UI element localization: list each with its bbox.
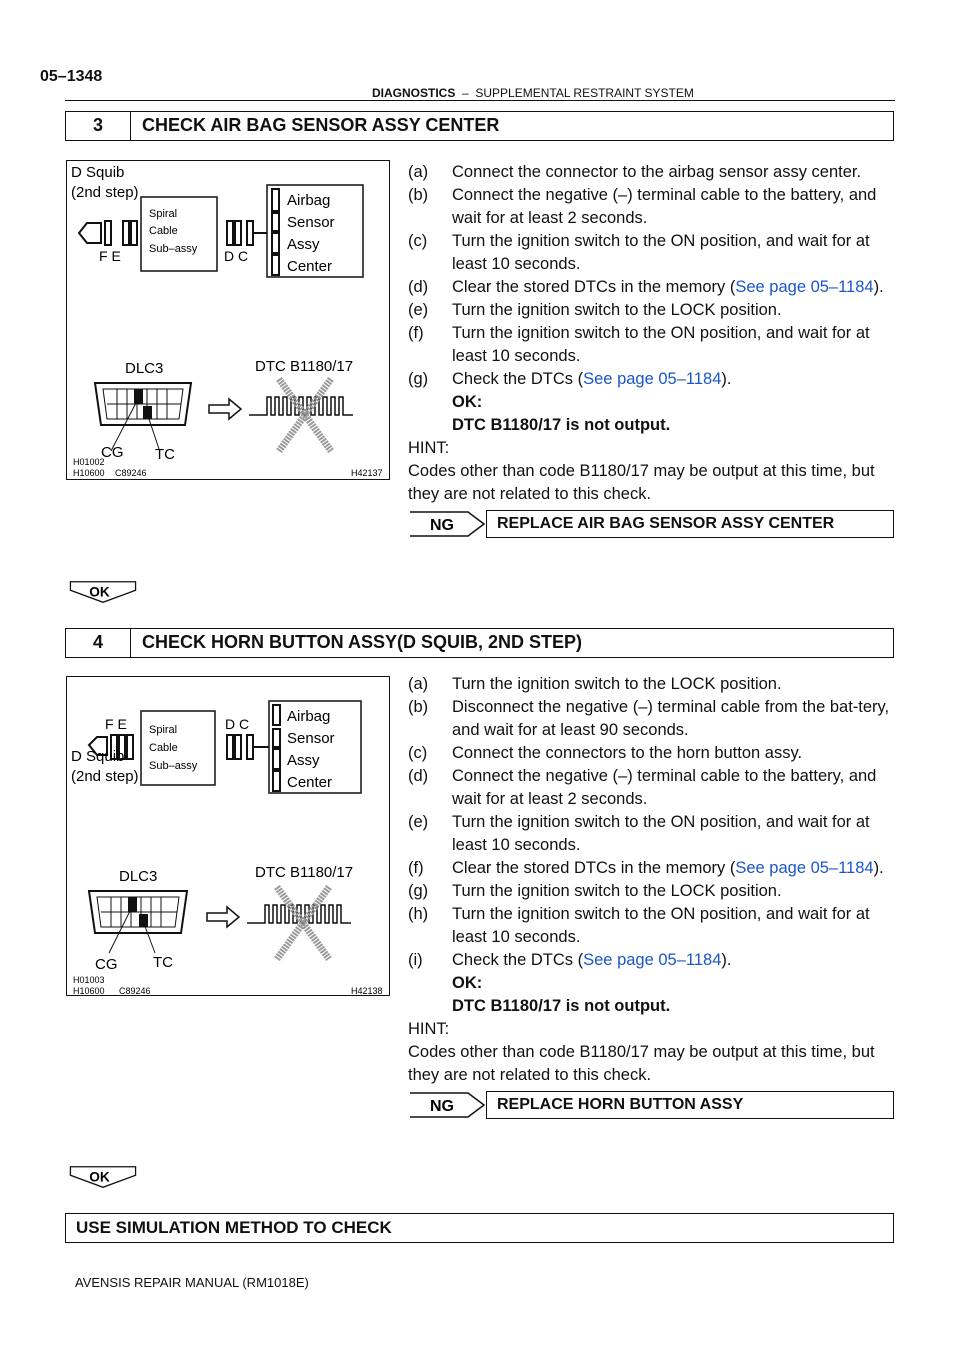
airbag-label-2: Sensor [287, 214, 335, 231]
instruction-text: Connect the connector to the airbag sensor assy center. [452, 163, 862, 181]
step-4-title: CHECK HORN BUTTON ASSY(D SQUIB, 2ND STEP) [142, 632, 583, 652]
header-separator: – [462, 86, 469, 100]
figure-id: H42137 [351, 468, 383, 478]
figure-code-c: C89246 [119, 986, 151, 996]
spiral-label-1: Spiral [149, 208, 178, 220]
footer-manual-title: AVENSIS REPAIR MANUAL (RM1018E) [75, 1275, 309, 1290]
ok-tag-1-label: OK [89, 584, 110, 600]
squib-label: D Squib [71, 748, 125, 765]
ok-tag-1[interactable] [64, 580, 142, 604]
cg-label: CG [101, 444, 124, 461]
instruction-text: Check the DTCs ( [452, 951, 584, 969]
instruction-text: Turn the ignition switch to the ON position, and wait for at least 10 seconds. [452, 232, 870, 273]
tc-label: TC [155, 446, 175, 463]
hint-label: HINT: [408, 1020, 450, 1038]
instruction-label: (d) [408, 767, 429, 785]
step-4-header [65, 628, 894, 658]
see-page-link[interactable]: See page 05–1184 [735, 278, 874, 296]
page-number: 05–1348 [40, 68, 103, 85]
step-3-title: CHECK AIR BAG SENSOR ASSY CENTER [142, 115, 500, 135]
ok-criteria [408, 391, 898, 414]
instruction-text: Connect the negative (–) terminal cable to the battery, and wait for at least 2 seconds. [452, 767, 877, 808]
ng-label: NG [430, 517, 454, 534]
see-page-link[interactable]: See page 05–1184 [583, 951, 722, 969]
squib-connector-icon [79, 223, 101, 243]
see-page-link[interactable]: See page 05–1184 [735, 859, 874, 877]
figure-id: H42138 [351, 986, 383, 996]
hint-label: HINT: [408, 439, 450, 457]
step-3-header [65, 111, 894, 141]
instruction-text: Check the DTCs ( [452, 370, 584, 388]
airbag-label-3: Assy [287, 236, 320, 253]
instruction-item [408, 742, 898, 765]
ok-criteria [408, 972, 898, 995]
instruction-item [408, 276, 898, 299]
instruction-item [408, 161, 898, 184]
connector-dc-label: D C [225, 716, 250, 732]
tc-label: TC [153, 954, 173, 971]
instruction-label: (h) [408, 905, 429, 923]
running-header [372, 86, 694, 100]
header-rule [65, 100, 895, 101]
figure-h42137 [66, 160, 390, 480]
connector-dc-label: D C [224, 248, 249, 264]
instruction-label: (g) [408, 370, 429, 388]
instruction-item [408, 811, 898, 857]
hint-text: Codes other than code B1180/17 may be output at this time, but they are not related to this check. [408, 1043, 875, 1084]
ok-result-text: DTC B1180/17 is not output. [452, 416, 671, 434]
instruction-text: Clear the stored DTCs in the memory ( [452, 859, 736, 877]
ok-label: OK: [452, 393, 483, 411]
ng-label: NG [430, 1098, 454, 1115]
instruction-tail: ). [721, 370, 732, 388]
instruction-label: (i) [408, 951, 423, 969]
instruction-item [408, 299, 898, 322]
instruction-label: (b) [408, 186, 429, 204]
connector-fe-label: F E [105, 716, 127, 732]
ok-tag-2[interactable] [64, 1165, 142, 1189]
instruction-item [408, 880, 898, 903]
instruction-label: (c) [408, 232, 428, 250]
figure-code-c: C89246 [115, 468, 147, 478]
wiring-diagram-2 [67, 677, 390, 996]
instruction-tail: ). [721, 951, 732, 969]
instruction-label: (c) [408, 744, 428, 762]
instruction-text: Turn the ignition switch to the LOCK position. [452, 301, 782, 319]
step-3-number: 3 [66, 112, 131, 140]
dtc-label: DTC B1180/17 [255, 864, 354, 881]
instruction-label: (d) [408, 278, 429, 296]
spiral-label-3: Sub–assy [149, 760, 198, 772]
spiral-label-1: Spiral [149, 724, 178, 736]
ok-tag-2-label: OK [89, 1169, 110, 1185]
ng-action-text: REPLACE HORN BUTTON ASSY [486, 1091, 894, 1119]
airbag-label-1: Airbag [287, 192, 331, 209]
instruction-text: Connect the negative (–) terminal cable to the battery, and wait for at least 2 seconds. [452, 186, 877, 227]
hint-text: Codes other than code B1180/17 may be output at this time, but they are not related to this check. [408, 462, 875, 503]
ok-result-text: DTC B1180/17 is not output. [452, 997, 671, 1015]
figure-code-b: H10600 [73, 468, 105, 478]
instruction-item [408, 184, 898, 230]
ng-arrow-icon [408, 510, 486, 538]
squib-step-label: (2nd step) [71, 768, 139, 785]
instruction-item [408, 230, 898, 276]
instruction-text: Turn the ignition switch to the LOCK position. [452, 675, 782, 693]
step-4-number: 4 [66, 629, 131, 657]
instruction-text: Connect the connectors to the horn button assy. [452, 744, 803, 762]
instruction-item [408, 903, 898, 949]
airbag-label-3: Assy [287, 752, 320, 769]
step-3-instructions [408, 161, 898, 538]
header-section: DIAGNOSTICS [372, 86, 456, 100]
cg-label: CG [95, 956, 118, 973]
instruction-label: (a) [408, 163, 429, 181]
arrow-icon [207, 907, 239, 927]
instruction-tail: ). [873, 278, 884, 296]
figure-code-b: H10600 [73, 986, 105, 996]
instruction-item [408, 322, 898, 368]
ok-result [408, 414, 898, 437]
spiral-label-2: Cable [149, 225, 178, 237]
instruction-label: (b) [408, 698, 429, 716]
figure-code-a: H01003 [73, 975, 105, 985]
step-4-instructions [408, 673, 898, 1119]
ng-action-text: REPLACE AIR BAG SENSOR ASSY CENTER [486, 510, 894, 538]
arrow-icon [209, 399, 241, 419]
connector-fe-label: F E [99, 248, 121, 264]
dlc3-label: DLC3 [119, 868, 158, 885]
instruction-label: (g) [408, 882, 429, 900]
figure-h42138 [66, 676, 390, 996]
ng-action[interactable] [408, 510, 898, 538]
dtc-label: DTC B1180/17 [255, 358, 354, 375]
instruction-text: Turn the ignition switch to the ON position, and wait for at least 10 seconds. [452, 813, 870, 854]
ng-action[interactable] [408, 1091, 898, 1119]
airbag-label-4: Center [287, 774, 333, 791]
instruction-label: (f) [408, 859, 424, 877]
instruction-label: (e) [408, 301, 429, 319]
airbag-label-2: Sensor [287, 730, 335, 747]
instruction-item [408, 673, 898, 696]
spiral-label-2: Cable [149, 742, 178, 754]
see-page-link[interactable]: See page 05–1184 [583, 370, 722, 388]
instruction-text: Turn the ignition switch to the ON position, and wait for at least 10 seconds. [452, 905, 870, 946]
ng-arrow-icon [408, 1091, 486, 1119]
instruction-text: Disconnect the negative (–) terminal cable from the bat-tery, and wait for at least 90 seconds. [452, 698, 890, 739]
wiring-diagram [67, 161, 390, 480]
airbag-label-1: Airbag [287, 708, 331, 725]
spiral-label-3: Sub–assy [149, 243, 198, 255]
instruction-tail: ). [873, 859, 884, 877]
squib-step-label: (2nd step) [71, 184, 139, 201]
figure-code-a: H01002 [73, 457, 105, 467]
instruction-label: (e) [408, 813, 429, 831]
squib-label: D Squib [71, 164, 125, 181]
dlc3-label: DLC3 [125, 360, 164, 377]
instruction-item [408, 696, 898, 742]
instruction-item [408, 949, 898, 972]
airbag-label-4: Center [287, 258, 333, 275]
instruction-item [408, 368, 898, 391]
instruction-text: Turn the ignition switch to the ON position, and wait for at least 10 seconds. [452, 324, 870, 365]
instruction-label: (a) [408, 675, 429, 693]
instruction-item [408, 765, 898, 811]
ok-result [408, 995, 898, 1018]
ok-label: OK: [452, 974, 483, 992]
instruction-text: Clear the stored DTCs in the memory ( [452, 278, 736, 296]
instruction-text: Turn the ignition switch to the LOCK position. [452, 882, 782, 900]
header-subsection: SUPPLEMENTAL RESTRAINT SYSTEM [475, 86, 694, 100]
instruction-item [408, 857, 898, 880]
final-action-box[interactable]: USE SIMULATION METHOD TO CHECK [65, 1213, 894, 1243]
instruction-label: (f) [408, 324, 424, 342]
